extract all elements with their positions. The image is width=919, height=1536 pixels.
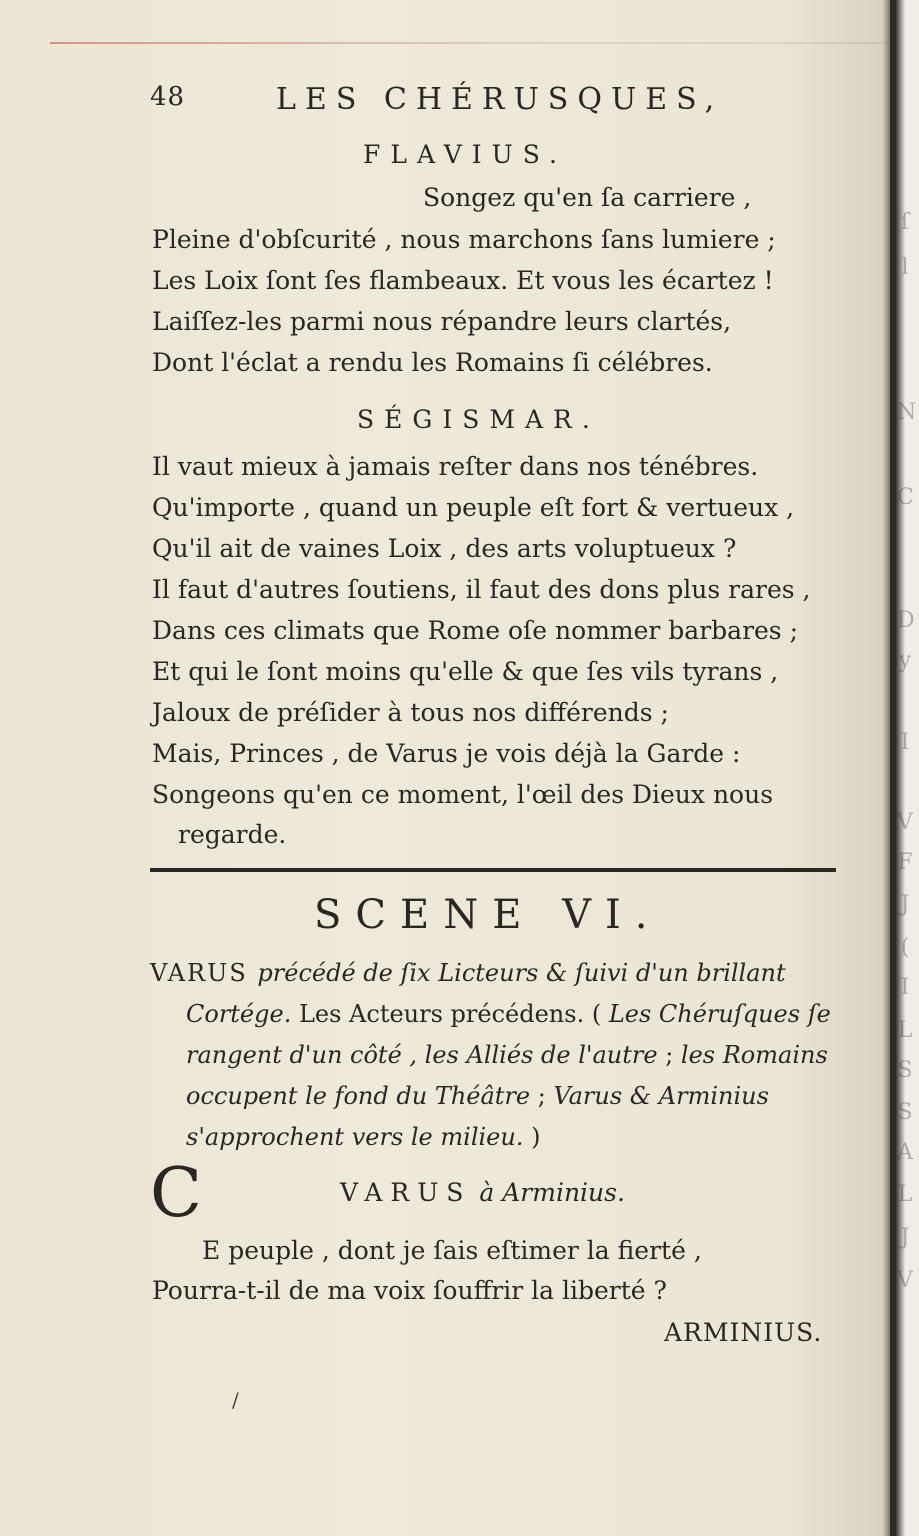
page-top-edge xyxy=(50,42,890,44)
speaker-flavius: FLAVIUS. xyxy=(363,140,567,169)
verse-line: Songeons qu'en ce moment, l'œil des Dieux nous xyxy=(152,780,774,809)
verse-line: Dans ces climats que Rome oſe nommer barbares ; xyxy=(152,616,799,645)
speaker-segismar: SÉGISMAR. xyxy=(357,405,600,434)
bleedthrough-letter: V xyxy=(897,810,913,835)
bleedthrough-letter: I xyxy=(900,975,910,1000)
scene-title: SCENE VI. xyxy=(314,892,662,938)
stage-direction-roman: ; xyxy=(530,1082,554,1110)
verse-line: Les Loix ſont ſes flambeaux. Et vous les écartez ! xyxy=(152,266,774,295)
stage-direction-roman: ; xyxy=(657,1041,681,1069)
stage-direction-line xyxy=(186,1122,540,1152)
verse-line: Il faut d'autres ſoutiens, il faut des dons plus rares , xyxy=(152,575,811,604)
bleedthrough-letter: y xyxy=(898,648,912,673)
verse-line: Qu'il ait de vaines Loix , des arts voluptueux ? xyxy=(152,534,737,563)
bleedthrough-letter: S xyxy=(897,1100,913,1125)
stage-direction-italic: précédé de ſix Licteurs & ſuivi d'un brillant xyxy=(257,959,786,987)
stage-direction-italic: Les Chéruſques ſe xyxy=(608,1000,831,1028)
stage-direction-italic: s'approchent vers le milieu. xyxy=(186,1123,524,1151)
speaker-varus-line xyxy=(340,1178,625,1208)
page-header xyxy=(150,82,750,122)
bleedthrough-letter: V xyxy=(897,1268,913,1293)
stage-direction-italic: Cortége. xyxy=(186,1000,292,1028)
drop-cap: C xyxy=(150,1154,203,1233)
bleedthrough-letter: ſ xyxy=(900,210,910,235)
bleedthrough-letter: l xyxy=(901,255,909,280)
speaker-note: à Arminius. xyxy=(479,1178,625,1207)
stray-ink-mark: / xyxy=(232,1388,239,1412)
verse-line-continuation: regarde. xyxy=(178,820,287,849)
verse-line: Pleine d'obſcurité , nous marchons ſans lumiere ; xyxy=(152,225,776,254)
verse-line: Pourra-t-il de ma voix ſouffrir la liberté ? xyxy=(152,1276,667,1305)
bleedthrough-letter: L xyxy=(897,1018,913,1043)
bleedthrough-letter: I xyxy=(900,730,910,755)
stage-direction-italic: rangent d'un côté , les Alliés de l'autre xyxy=(186,1041,658,1069)
verse-line: Dont l'éclat a rendu les Romains ſi célébres. xyxy=(152,348,713,377)
verse-line: Jaloux de préſider à tous nos différends ; xyxy=(152,698,669,727)
stage-direction-roman: Les Acteurs précédens. ( xyxy=(291,1000,609,1028)
bleedthrough-letter: C xyxy=(897,485,914,510)
stage-direction-roman: ) xyxy=(523,1123,541,1151)
stage-direction-italic: Varus & Arminius xyxy=(553,1082,769,1110)
running-title: LES CHÉRUSQUES, xyxy=(276,82,724,117)
bleedthrough-letter: A xyxy=(897,1140,913,1165)
stage-direction-line xyxy=(186,999,831,1029)
verse-line: Il vaut mieux à jamais reſter dans nos ténébres. xyxy=(152,452,759,481)
stage-direction-italic: occupent le fond du Théâtre xyxy=(186,1082,531,1110)
bleedthrough-letter: D xyxy=(897,608,915,633)
verse-line: Qu'importe , quand un peuple eſt fort & vertueux , xyxy=(152,493,795,522)
stage-direction-roman: VARUS xyxy=(150,959,258,987)
book-spine-shadow xyxy=(890,0,896,1536)
verse-line: Et qui le ſont moins qu'elle & que ſes vils tyrans , xyxy=(152,657,779,686)
stage-direction-line xyxy=(186,1040,828,1070)
verse-line: Songez qu'en ſa carriere , xyxy=(423,183,752,212)
bleedthrough-letter: J xyxy=(900,1225,910,1250)
speaker-arminius: ARMINIUS. xyxy=(664,1318,823,1347)
bleedthrough-letter: S xyxy=(897,1058,913,1083)
bleedthrough-letter: N xyxy=(897,400,917,425)
bleedthrough-letter: ( xyxy=(900,935,910,960)
bleedthrough-letter: F xyxy=(897,850,913,875)
stage-direction-italic: les Romains xyxy=(680,1041,828,1069)
stage-direction-line xyxy=(150,958,786,988)
bleedthrough-letter: J xyxy=(900,892,910,917)
scene-divider-rule xyxy=(150,868,836,872)
speaker-varus: VARUS xyxy=(340,1178,472,1207)
verse-line: Mais, Princes , de Varus je vois déjà la Garde : xyxy=(152,739,741,768)
verse-line: Laiſſez-les parmi nous répandre leurs clartés, xyxy=(152,307,732,336)
verse-line: E peuple , dont je ſais eſtimer la fierté , xyxy=(202,1236,702,1265)
page-number: 48 xyxy=(150,82,186,112)
stage-direction-line xyxy=(186,1081,769,1111)
bleedthrough-letter: L xyxy=(897,1182,913,1207)
